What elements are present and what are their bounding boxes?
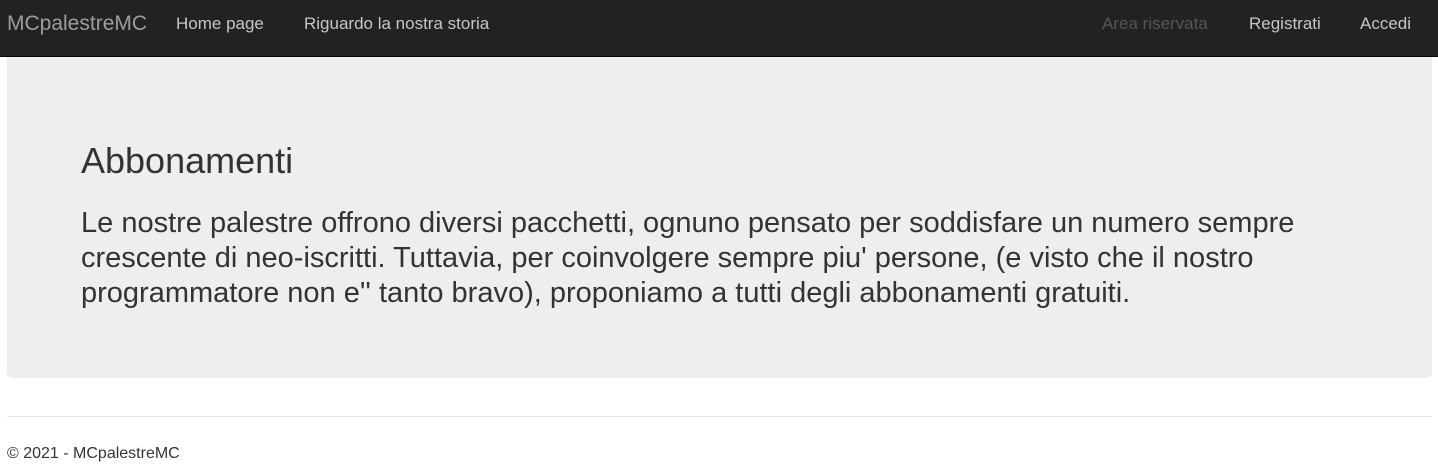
top-navbar	[0, 0, 1438, 57]
jumbotron	[7, 57, 1432, 378]
nav-link-register[interactable]: Registrati	[1249, 14, 1321, 33]
nav-link-login[interactable]: Accedi	[1360, 14, 1412, 33]
brand-link[interactable]: MCpalestreMC	[7, 12, 148, 35]
nav-link-home[interactable]: Home page	[176, 14, 264, 33]
nav-link-story[interactable]: Riguardo la nostra storia	[304, 14, 490, 33]
page-title: Abbonamenti	[81, 140, 294, 181]
footer-copyright: © 2021 - MCpalestreMC	[7, 445, 180, 462]
nav-link-reserved-area: Area riservata	[1102, 14, 1208, 33]
intro-paragraph: Le nostre palestre offrono diversi pacchetti, ognuno pensato per soddisfare un numero sempre crescente di neo-iscritti. Tuttavia, per coinvolgere sempre piu' persone, (e visto che il nostro programmatore non e'' tanto bravo), proponiamo a tutti degli abbonamenti gratuiti.	[81, 207, 1295, 309]
footer-divider	[7, 416, 1432, 417]
